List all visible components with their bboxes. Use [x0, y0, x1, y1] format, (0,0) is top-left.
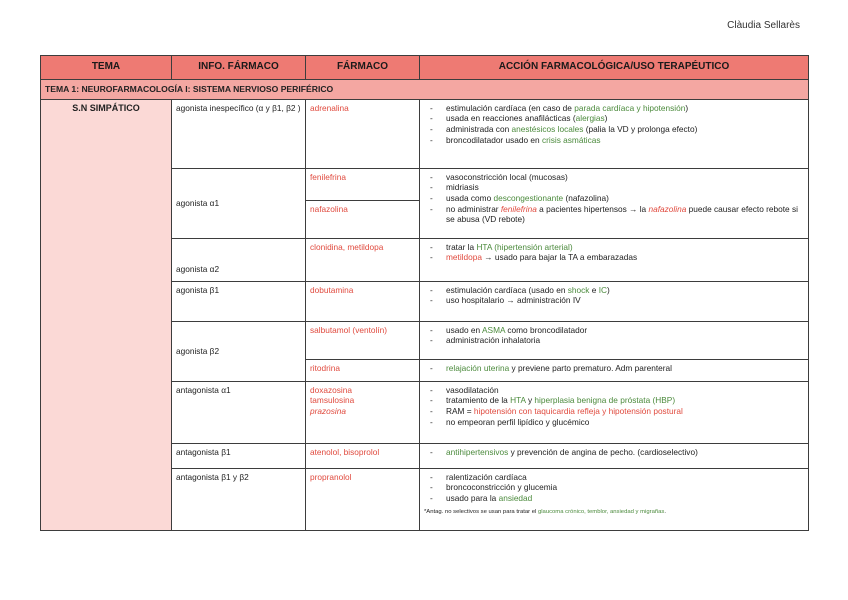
table-row — [41, 99, 809, 168]
action-item: - vasoconstricción local (mucosas) — [424, 172, 804, 183]
action-item: - antihipertensivos y prevención de angina de pecho. (cardioselectivo) — [424, 447, 804, 458]
action-item: - tratar la HTA (hipertensión arterial) — [424, 242, 804, 253]
header-farmaco: FÁRMACO — [306, 56, 420, 80]
action-cell — [420, 321, 809, 359]
drug-cell: dobutamina — [306, 281, 420, 321]
action-item: - estimulación cardíaca (en caso de parada cardíaca y hipotensión) — [424, 103, 804, 114]
info-cell: agonista α1 — [172, 168, 306, 238]
action-cell — [420, 99, 809, 168]
drug-cell: clonidina, metildopa — [306, 238, 420, 281]
drug-name: doxazosina — [310, 384, 352, 395]
action-item: - broncoconstricción y glucemia — [424, 482, 804, 493]
action-item: - no empeoran perfil lipídico y glucémico — [424, 417, 804, 428]
info-cell: antagonista β1 y β2 — [172, 468, 306, 530]
action-item: - usada en reacciones anafilácticas (alergias) — [424, 113, 804, 124]
action-item: - uso hospitalario → administración IV — [424, 295, 804, 306]
action-item: - administración inhalatoria — [424, 335, 804, 346]
action-item: - usado en ASMA como broncodilatador — [424, 325, 804, 336]
action-cell — [420, 381, 809, 443]
header-accion: ACCIÓN FARMACOLÓGICA/USO TERAPÉUTICO — [420, 56, 809, 80]
info-cell: agonista β1 — [172, 281, 306, 321]
action-cell — [420, 468, 809, 530]
drug-name: prazosina — [310, 406, 346, 417]
drug-cell — [306, 381, 420, 443]
action-item: - broncodilatador usado en crisis asmáticas — [424, 135, 804, 146]
action-cell — [420, 168, 809, 238]
header-tema: TEMA — [41, 56, 172, 80]
action-cell — [420, 281, 809, 321]
action-item: - administrada con anestésicos locales (palia la VD y prolonga efecto) — [424, 124, 804, 135]
action-item: - midriasis — [424, 182, 804, 193]
section-title: TEMA 1: NEUROFARMACOLOGÍA I: SISTEMA NERVIOSO PERIFÉRICO — [41, 79, 809, 99]
author-name: Clàudia Sellarès — [727, 20, 800, 31]
action-item: - estimulación cardíaca (usado en shock e IC) — [424, 285, 804, 296]
action-item: - ralentización cardíaca — [424, 472, 804, 483]
action-item: - metildopa → usado para bajar la TA a embarazadas — [424, 252, 804, 263]
info-cell: agonista β2 — [172, 321, 306, 381]
drug-name: tamsulosina — [310, 395, 355, 406]
system-label: S.N SIMPÁTICO — [41, 99, 172, 530]
drug-cell: ritodrina — [306, 359, 420, 381]
section-row — [41, 79, 809, 99]
drug-cell: adrenalina — [306, 99, 420, 168]
info-cell: agonista α2 — [172, 238, 306, 281]
drug-cell: salbutamol (ventolín) — [306, 321, 420, 359]
drug-cell: propranolol — [306, 468, 420, 530]
action-cell — [420, 443, 809, 468]
action-item: - vasodilatación — [424, 385, 804, 396]
header-info: INFO. FÁRMACO — [172, 56, 306, 80]
drug-cell: atenolol, bisoprolol — [306, 443, 420, 468]
action-cell — [420, 359, 809, 381]
action-cell — [420, 238, 809, 281]
action-item: - usada como descongestionante (nafazolina) — [424, 193, 804, 204]
action-item: - RAM = hipotensión con taquicardia refleja y hipotensión postural — [424, 406, 804, 417]
footnote: *Antag. no selectivos se usan para tratar el glaucoma crónico, temblor, ansiedad y migrañas. — [424, 508, 666, 515]
header-row — [41, 56, 809, 80]
drug-cell: nafazolina — [306, 200, 420, 238]
drug-cell: fenilefrina — [306, 168, 420, 200]
info-cell: agonista inespecífico (α y β1, β2 ) — [172, 99, 306, 168]
info-cell: antagonista β1 — [172, 443, 306, 468]
action-item: - usado para la ansiedad — [424, 493, 804, 504]
action-item: - relajación uterina y previene parto prematuro. Adm parenteral — [424, 363, 804, 374]
action-item: - tratamiento de la HTA y hiperplasia benigna de próstata (HBP) — [424, 395, 804, 406]
action-item: - no administrar fenilefrina a pacientes hipertensos → la nafazolina puede causar efecto rebote si se abusa (VD rebote) — [424, 204, 804, 225]
info-cell: antagonista α1 — [172, 381, 306, 443]
pharmacology-table — [40, 55, 809, 531]
